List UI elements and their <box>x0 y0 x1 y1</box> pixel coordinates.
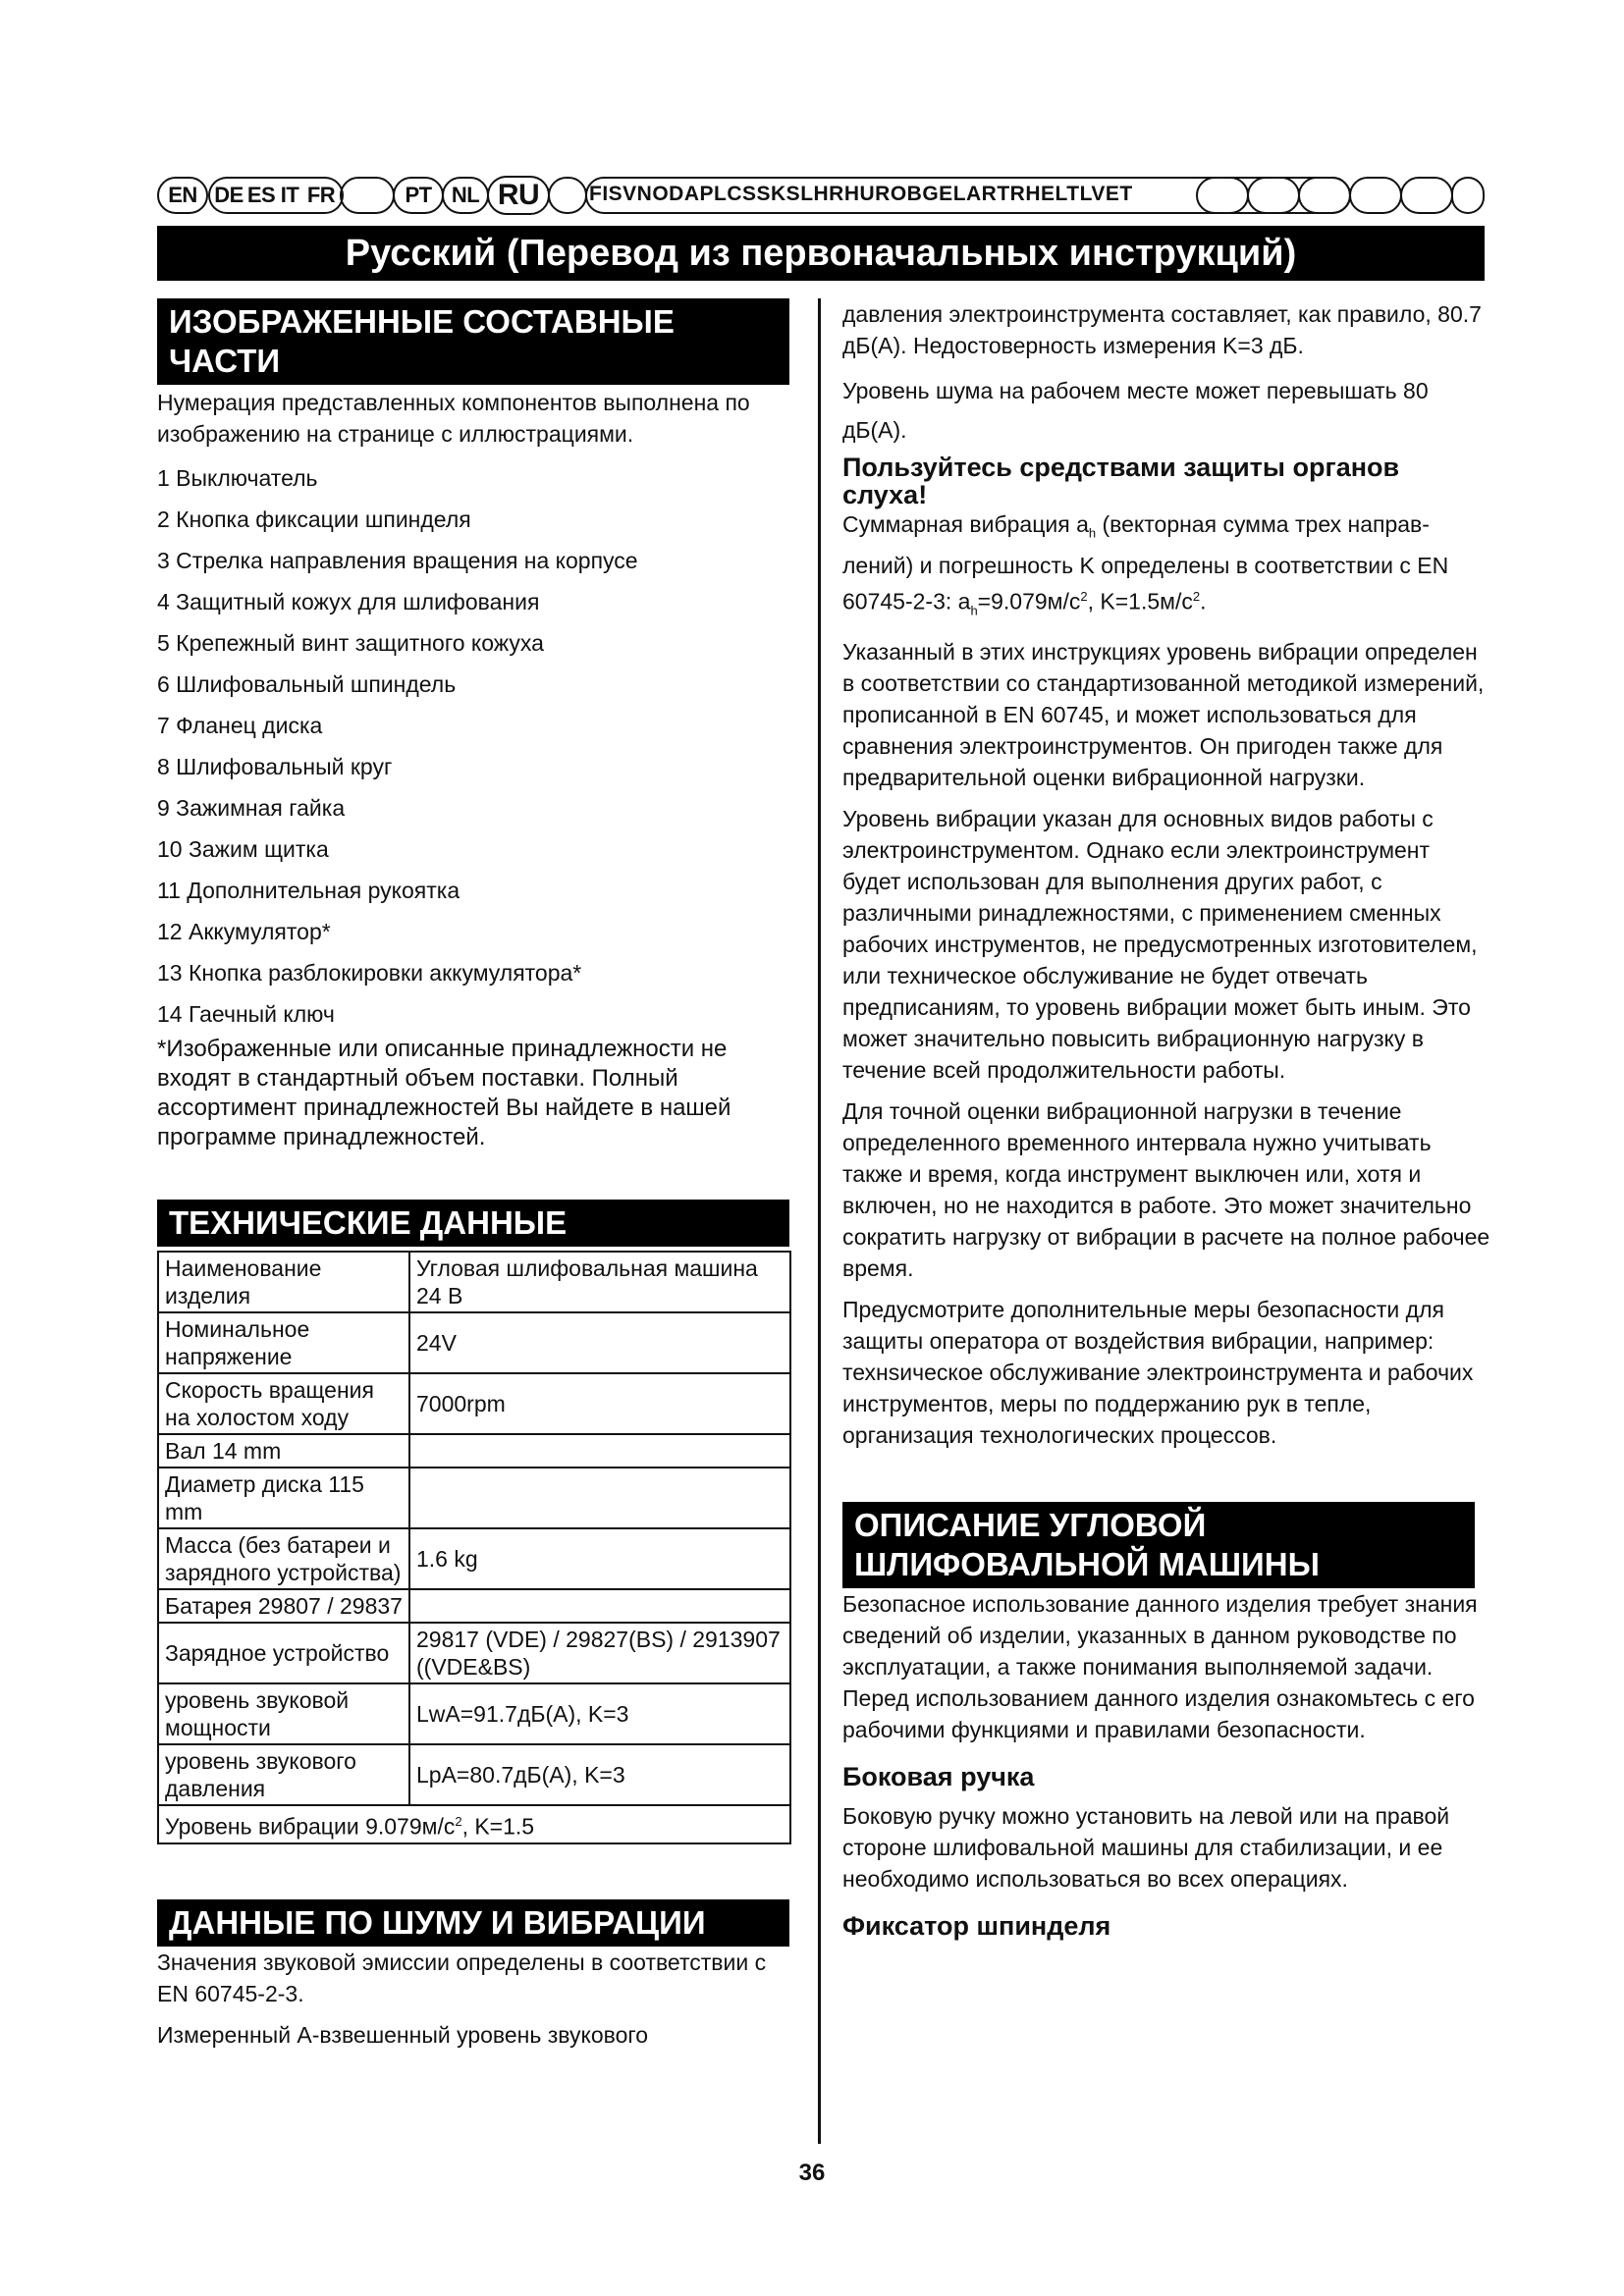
noise-p5-a: Суммарная вибрация a <box>842 511 1089 537</box>
page-number: 36 <box>798 2160 826 2186</box>
tech-label: Скорость вращения на холостом ходу <box>158 1373 409 1434</box>
noise-p1: Значения звуковой эмиссии определены в соответствии с EN 60745-2-3. <box>157 1949 767 2006</box>
tech-heading: ТЕХНИЧЕСКИЕ ДАННЫЕ <box>157 1200 789 1247</box>
noise-p5-sup2: 2 <box>1192 588 1201 604</box>
tech-value <box>409 1468 790 1528</box>
language-tabs <box>157 177 1485 216</box>
description-p1: Безопасное использование данного изделия требует знания сведений об изделии, указанных в данном руководстве по эксплуатации, а также понимания выполняемой задачи. Перед использованием данного изделия ознакомьтесь с его рабочими функциями и правилами безопасности. <box>842 1590 1478 1742</box>
lang-tabs-nordic-label: FISVNODAPLCSSKSLHRHUROBGELARTRHELTLVET <box>589 183 1133 205</box>
noise-p8: Для точной оценки вибрационной нагрузки в течение определенного временного интервала нужно учитывать также и время, когда инструмент выключен или, хотя и включен, но не находится в работе. Это может значительно сократить нагрузку от вибрации в расчете на полное рабочее время. <box>842 1097 1490 1281</box>
list-item: 12 Аккумулятор* <box>157 919 331 944</box>
table-row <box>158 1589 790 1623</box>
lang-tab-es: ES <box>244 177 279 214</box>
tech-value <box>409 1589 790 1623</box>
list-item: 1 Выключатель <box>157 465 318 491</box>
lang-tab-ru: RU <box>487 176 550 215</box>
noise-p5-d: , K=1.5м/с <box>1087 588 1193 614</box>
components-heading-line2: ЧАСТИ <box>169 343 281 379</box>
list-item: 11 Дополнительная рукоятка <box>157 878 460 903</box>
tech-label: уровень звукового давления <box>158 1744 409 1805</box>
table-row <box>158 1312 790 1373</box>
table-row <box>158 1744 790 1805</box>
components-list <box>157 457 793 1035</box>
components-heading <box>157 298 789 385</box>
table-row <box>158 1468 790 1528</box>
noise-p4: Уровень шума на рабочем месте может перевышать 80 дБ(A). <box>842 378 1429 443</box>
lang-tab-empty-5 <box>1298 177 1351 214</box>
noise-p3: давления электроинструмента составляет, как правило, 80.7 дБ(A). Недостоверность измерения K=3 дБ. <box>842 301 1482 358</box>
lang-tab-de: DE <box>208 177 247 214</box>
table-row <box>158 1528 790 1589</box>
table-row <box>158 1805 790 1843</box>
lang-tab-empty-3 <box>1196 177 1249 214</box>
table-row <box>158 1623 790 1683</box>
right-column <box>842 298 1490 1944</box>
noise-p5-b: (векторная сумма трех направ- лений) и погрешность K определены в соответствии с EN 60745-2-3: a <box>842 511 1449 614</box>
list-item: 3 Стрелка направления вращения на корпусе <box>157 548 638 573</box>
lang-tab-empty-7 <box>1400 177 1453 214</box>
description-heading-line2: ШЛИФОВАЛЬНОЙ МАШИНЫ <box>854 1545 1320 1582</box>
list-item: 4 Защитный кожух для шлифования <box>157 589 540 614</box>
vibration-label: Уровень вибрации 9.079м/с <box>165 1813 456 1840</box>
left-column <box>157 298 793 2051</box>
lang-tab-pt: PT <box>393 177 444 214</box>
noise-heading: ДАННЫЕ ПО ШУМУ И ВИБРАЦИИ <box>157 1899 789 1947</box>
tech-label: Диаметр диска 115 mm <box>158 1468 409 1528</box>
tech-value: 29817 (VDE) / 29827(BS) / 2913907 ((VDE&BS) <box>409 1623 790 1683</box>
tech-label: Вал 14 mm <box>158 1434 409 1468</box>
list-item: 2 Кнопка фиксации шпинделя <box>157 507 471 532</box>
column-divider <box>818 298 821 2144</box>
list-item: 9 Зажимная гайка <box>157 795 346 821</box>
tech-value: LwA=91.7дБ(A), K=3 <box>409 1683 790 1744</box>
spindle-lock-title: Фиксатор шпинделя <box>842 1910 1111 1941</box>
components-intro: Нумерация представленных компонентов выполнена по изображению на странице с иллюстрациями. <box>157 390 750 447</box>
components-heading-line1: ИЗОБРАЖЕННЫЕ СОСТАВНЫЕ <box>169 303 675 340</box>
side-handle-title: Боковая ручка <box>842 1761 1035 1791</box>
lang-tab-empty-2 <box>548 177 587 214</box>
vibration-exponent: 2 <box>455 1814 462 1829</box>
tech-value: 24V <box>409 1312 790 1373</box>
tech-table <box>157 1251 791 1844</box>
lang-tab-en: EN <box>157 177 208 214</box>
table-row <box>158 1373 790 1434</box>
list-item: 13 Кнопка разблокировки аккумулятора* <box>157 960 582 986</box>
tech-value: 1.6 kg <box>409 1528 790 1589</box>
table-row <box>158 1434 790 1468</box>
noise-p2: Измеренный А-взвешенный уровень звукового <box>157 2021 649 2048</box>
side-handle-text: Боковую ручку можно установить на левой или на правой стороне шлифовальной машины для стабилизации, и ее необходимо использоваться во всех операциях. <box>842 1802 1450 1892</box>
tech-label: Батарея 29807 / 29837 <box>158 1589 409 1623</box>
tech-value: 7000rpm <box>409 1373 790 1434</box>
lang-tab-empty-4 <box>1247 177 1300 214</box>
lang-tab-nl: NL <box>442 177 489 214</box>
list-item: 7 Фланец диска <box>157 713 323 738</box>
lang-tab-fr: FR <box>300 177 344 214</box>
tech-label: уровень звуковой мощности <box>158 1683 409 1744</box>
list-item: 5 Крепежный винт защитного кожуха <box>157 630 544 656</box>
tech-value: LpA=80.7дБ(A), K=3 <box>409 1744 790 1805</box>
table-row <box>158 1252 790 1312</box>
tech-label: Наименование изделия <box>158 1252 409 1312</box>
noise-p5-sub: h <box>1088 525 1097 541</box>
tech-value <box>409 1434 790 1468</box>
lang-tab-empty-1 <box>340 177 395 214</box>
tech-value: Угловая шлифовальная машина 24 В <box>409 1252 790 1312</box>
lang-tab-empty-6 <box>1349 177 1402 214</box>
noise-p5-c: =9.079м/с <box>977 588 1081 614</box>
list-item: 10 Зажим щитка <box>157 836 329 862</box>
description-heading <box>842 1502 1475 1588</box>
lang-tab-it: IT <box>275 177 304 214</box>
description-heading-line1: ОПИСАНИЕ УГЛОВОЙ <box>854 1506 1207 1543</box>
noise-p5-sub2: h <box>970 602 978 617</box>
hearing-protection-warning: Пользуйтесь средствами защиты органов слуха! <box>842 453 1400 509</box>
tech-label: Номинальное напряжение <box>158 1312 409 1373</box>
noise-p5 <box>842 508 1490 626</box>
components-note: *Изображенные или описанные принадлежности не входят в стандартный объем поставки. Полный ассортимент принадлежностей Вы найдете в нашей программе принадлежностей. <box>157 1036 731 1150</box>
tech-label: Зарядное устройство <box>158 1623 409 1683</box>
list-item: 14 Гаечный ключ <box>157 1001 335 1027</box>
noise-p6: Указанный в этих инструкциях уровень вибрации определен в соответствии со стандартизованной методикой измерений, прописанной в EN 60745, и может использоваться для сравнения электроинструментов. Он пригоден также для предварительной оценки вибрационной нагрузки. <box>842 638 1485 790</box>
tech-label: Масса (без батареи и зарядного устройства) <box>158 1528 409 1589</box>
list-item: 6 Шлифовальный шпиндель <box>157 671 457 697</box>
noise-p9: Предусмотрите дополнительные меры безопасности для защиты оператора от воздействия вибрации, например: технsическое обслуживание электроинструмента и рабочих инструментов, меры по поддержанию рук в тепле, организация технологических процессов. <box>842 1296 1474 1448</box>
list-item: 8 Шлифовальный круг <box>157 754 393 779</box>
vibration-row <box>158 1805 790 1843</box>
vibration-tail: , K=1.5 <box>461 1813 535 1840</box>
lang-tab-empty-8 <box>1451 177 1485 214</box>
table-row <box>158 1683 790 1744</box>
noise-p7: Уровень вибрации указан для основных видов работы с электроинструментом. Однако если электроинструмент будет использован для выполнения других работ, с различными ринадлежностями, с применением сменных рабочих инструментов, не предусмотренных изготовителем, или техническое обслуживание не будет отвечать предписаниям, то уровень вибрации может быть иным. Это может значительно повысить вибрационную нагрузку в течение всей продолжительности работы. <box>842 805 1478 1083</box>
noise-p5-sup: 2 <box>1080 588 1088 604</box>
noise-p5-e: . <box>1200 588 1207 614</box>
page-title: Русский (Перевод из первоначальных инструкций) <box>157 226 1485 281</box>
